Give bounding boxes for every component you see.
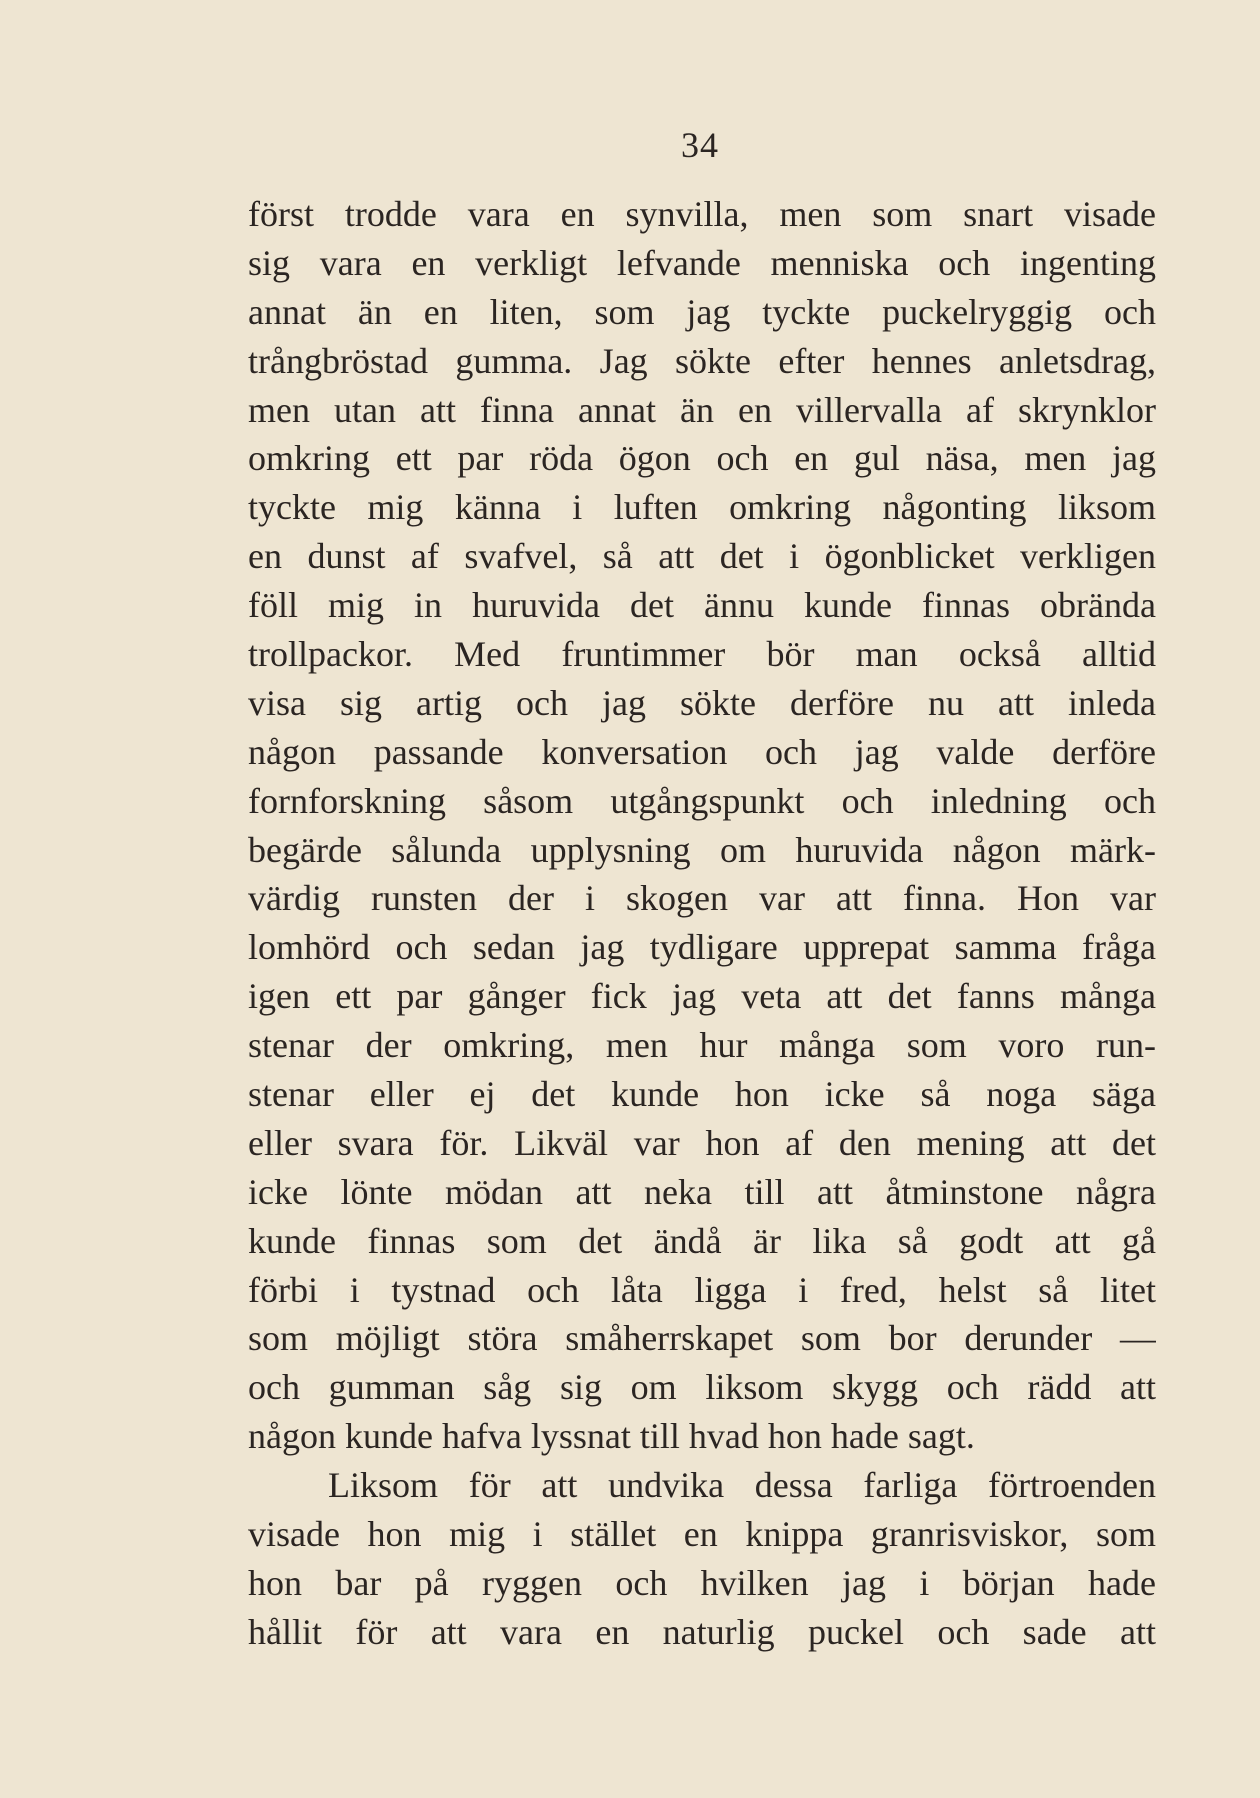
body-text <box>248 190 1156 1657</box>
text-line: lomhörd och sedan jag tydligare upprepat samma fråga <box>248 927 1156 968</box>
text-line: trollpackor. Med fruntimmer bör man också alltid <box>248 634 1156 675</box>
text-line: föll mig in huruvida det ännu kunde finnas obrända <box>248 585 1156 626</box>
text-line: men utan att finna annat än en villervalla af skrynklor <box>248 389 1156 430</box>
text-line: som möjligt störa småherrskapet som bor derunder — <box>248 1318 1156 1359</box>
text-line: visade hon mig i stället en knippa granrisviskor, som <box>248 1514 1156 1555</box>
text-line: stenar eller ej det kunde hon icke så noga säga <box>248 1074 1156 1115</box>
text-line: förbi i tystnad och låta ligga i fred, helst så litet <box>248 1269 1156 1310</box>
text-line: först trodde vara en synvilla, men som snart visade <box>248 194 1156 234</box>
text-line: kunde finnas som det ändå är lika så godt att gå <box>248 1220 1156 1261</box>
text-line: någon passande konversation och jag valde derföre <box>248 731 1156 772</box>
text-line: och gumman såg sig om liksom skygg och rädd att <box>248 1367 1156 1408</box>
text-line: eller svara för. Likväl var hon af den mening att det <box>248 1122 1156 1163</box>
text-line: annat än en liten, som jag tyckte puckelryggig och <box>248 291 1156 332</box>
text-line: stenar der omkring, men hur många som voro run- <box>248 1025 1156 1066</box>
text-line: begärde sålunda upplysning om huruvida någon märk- <box>248 829 1156 870</box>
page-number: 34 <box>681 125 719 165</box>
text-line: en dunst af svafvel, så att det i ögonblicket verkligen <box>248 536 1156 577</box>
text-line: sig vara en verkligt lefvande menniska och ingenting <box>248 242 1156 283</box>
text-line: hon bar på ryggen och hvilken jag i början hade <box>248 1562 1156 1603</box>
text-line: hållit för att vara en naturlig puckel och sade att <box>248 1611 1156 1652</box>
text-line: igen ett par gånger fick jag veta att det fanns många <box>248 976 1156 1017</box>
text-line: någon kunde hafva lyssnat till hvad hon hade sagt. <box>248 1416 975 1457</box>
text-line: tyckte mig känna i luften omkring någonting liksom <box>248 487 1156 528</box>
text-line: fornforskning såsom utgångspunkt och inledning och <box>248 780 1156 821</box>
text-line: icke lönte mödan att neka till att åtminstone några <box>248 1171 1156 1212</box>
text-line: omkring ett par röda ögon och en gul näsa, men jag <box>248 438 1156 479</box>
text-line: trångbröstad gumma. Jag sökte efter hennes anletsdrag, <box>248 340 1156 381</box>
text-line: värdig runsten der i skogen var att finna. Hon var <box>248 878 1156 919</box>
text-line: visa sig artig och jag sökte derföre nu att inleda <box>248 682 1156 723</box>
text-line: Liksom för att undvika dessa farliga förtroenden <box>328 1465 1156 1506</box>
